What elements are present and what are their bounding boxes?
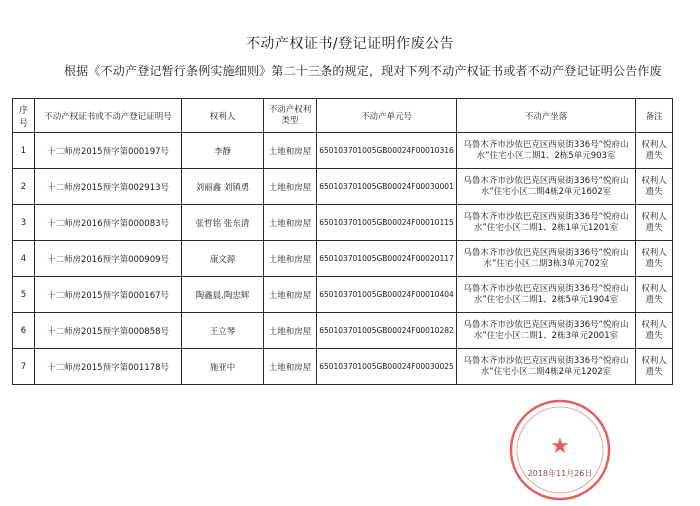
owner-name: 刘丽鑫 刘镇勇 <box>182 169 264 205</box>
intro-paragraph: 根据《不动产登记暂行条例实施细则》第二十三条的规定，现对下列不动产权证书或者不动产登记证明公告作废 <box>64 64 662 78</box>
remark-line: 权利人 <box>641 355 667 366</box>
property-address <box>457 205 636 241</box>
header-cell: 权利人 <box>182 99 264 133</box>
right-type: 土地和房屋 <box>264 313 317 349</box>
owner-name: 张哲铭 张东清 <box>182 205 264 241</box>
seal-star-icon: ★ <box>550 434 570 459</box>
property-address <box>457 313 636 349</box>
remark-line: 权利人 <box>641 175 667 186</box>
certificate-number: 十二师房2015预字第000197号 <box>35 133 182 169</box>
owner-name: 施亚中 <box>182 349 264 385</box>
remark-line: 遗失 <box>645 330 663 341</box>
remark-line: 权利人 <box>641 139 667 150</box>
address-line: 乌鲁木齐市沙依巴克区西泉街336号“悦府山 <box>463 355 629 366</box>
remark-line: 遗失 <box>645 258 663 269</box>
remark-line: 遗失 <box>645 222 663 233</box>
property-address <box>457 133 636 169</box>
seal-date: 2018年11月26日 <box>527 469 593 478</box>
address-line: 乌鲁木齐市沙依巴克区西泉街336号“悦府山 <box>463 247 629 258</box>
row-number: 1 <box>13 133 35 169</box>
row-number: 2 <box>13 169 35 205</box>
address-line: 乌鲁木齐市沙依巴克区西泉街336号“悦府山 <box>463 139 629 150</box>
owner-name: 王立琴 <box>182 313 264 349</box>
unit-number: 650103701005GB00024F00030001 <box>317 169 457 205</box>
right-type: 土地和房屋 <box>264 277 317 313</box>
unit-number: 650103701005GB00024F00010404 <box>317 277 457 313</box>
property-address <box>457 241 636 277</box>
address-line: 水”住宅小区二期4栋2单元1602室 <box>480 186 612 197</box>
row-number: 5 <box>13 277 35 313</box>
certificate-number: 十二师房2016预字第000909号 <box>35 241 182 277</box>
right-type: 土地和房屋 <box>264 133 317 169</box>
unit-number: 650103701005GB00024F00030025 <box>317 349 457 385</box>
table-row <box>13 205 673 241</box>
unit-number: 650103701005GB00024F00010316 <box>317 133 457 169</box>
right-type: 土地和房屋 <box>264 205 317 241</box>
header-cell: 序号 <box>13 99 35 133</box>
property-address <box>457 169 636 205</box>
document-title: 不动产权证书/登记证明作废公告 <box>245 36 455 52</box>
owner-name: 李静 <box>182 133 264 169</box>
owner-name: 陶鑫晨,陶忠辉 <box>182 277 264 313</box>
table-row <box>13 133 673 169</box>
remark-line: 权利人 <box>641 247 667 258</box>
unit-number: 650103701005GB00024F00020117 <box>317 241 457 277</box>
official-seal <box>508 398 612 502</box>
owner-name: 康文源 <box>182 241 264 277</box>
remark-line: 遗失 <box>645 186 663 197</box>
certificate-number: 十二师房2015预字第000858号 <box>35 313 182 349</box>
unit-number: 650103701005GB00024F00010115 <box>317 205 457 241</box>
unit-number: 650103701005GB00024F00010282 <box>317 313 457 349</box>
remark-line: 权利人 <box>641 283 667 294</box>
remark <box>636 313 673 349</box>
certificate-number: 十二师房2016预字第000083号 <box>35 205 182 241</box>
address-line: 水”住宅小区二期1、2栋5单元1904室 <box>473 294 619 305</box>
header-cell: 不动产权证书或不动产登记证明号 <box>35 99 182 133</box>
address-line: 水”住宅小区二期4栋2单元1202室 <box>480 366 612 377</box>
remark-line: 权利人 <box>641 319 667 330</box>
right-type: 土地和房屋 <box>264 349 317 385</box>
remark <box>636 349 673 385</box>
header-cell: 不动产坐落 <box>457 99 636 133</box>
table-row <box>13 349 673 385</box>
table-row <box>13 241 673 277</box>
row-number: 4 <box>13 241 35 277</box>
property-address <box>457 349 636 385</box>
table-row <box>13 313 673 349</box>
right-type: 土地和房屋 <box>264 241 317 277</box>
property-address <box>457 277 636 313</box>
remark <box>636 169 673 205</box>
header-cell: 不动产单元号 <box>317 99 457 133</box>
remark-line: 权利人 <box>641 211 667 222</box>
header-cell: 备注 <box>636 99 673 133</box>
certificate-number: 十二师房2015预字第002913号 <box>35 169 182 205</box>
row-number: 6 <box>13 313 35 349</box>
remark-line: 遗失 <box>645 366 663 377</box>
table-row <box>13 169 673 205</box>
address-line: 乌鲁木齐市沙依巴克区西泉街336号“悦府山 <box>463 319 629 330</box>
address-line: 乌鲁木齐市沙依巴克区西泉街336号“悦府山 <box>463 211 629 222</box>
address-line: 乌鲁木齐市沙依巴克区西泉街336号“悦府山 <box>463 175 629 186</box>
row-number: 7 <box>13 349 35 385</box>
header-cell: 不动产权利类型 <box>264 99 317 133</box>
address-line: 水”住宅小区二期3栋3单元702室 <box>483 258 609 269</box>
remark <box>636 277 673 313</box>
certificate-number: 十二师房2015预字第001178号 <box>35 349 182 385</box>
address-line: 水”住宅小区二期1、2栋3单元2001室 <box>473 330 619 341</box>
row-number: 3 <box>13 205 35 241</box>
remark <box>636 205 673 241</box>
table-row <box>13 277 673 313</box>
certificate-number: 十二师房2015预字第000167号 <box>35 277 182 313</box>
right-type: 土地和房屋 <box>264 169 317 205</box>
remark-line: 遗失 <box>645 150 663 161</box>
address-line: 乌鲁木齐市沙依巴克区西泉街336号“悦府山 <box>463 283 629 294</box>
remark <box>636 241 673 277</box>
address-line: 水”住宅小区二期1、2栋5单元903室 <box>476 150 616 161</box>
remark-line: 遗失 <box>645 294 663 305</box>
address-line: 水”住宅小区二期1、2栋1单元1201室 <box>473 222 619 233</box>
remark <box>636 133 673 169</box>
notice-table <box>12 98 673 385</box>
table-header-row <box>13 99 673 133</box>
